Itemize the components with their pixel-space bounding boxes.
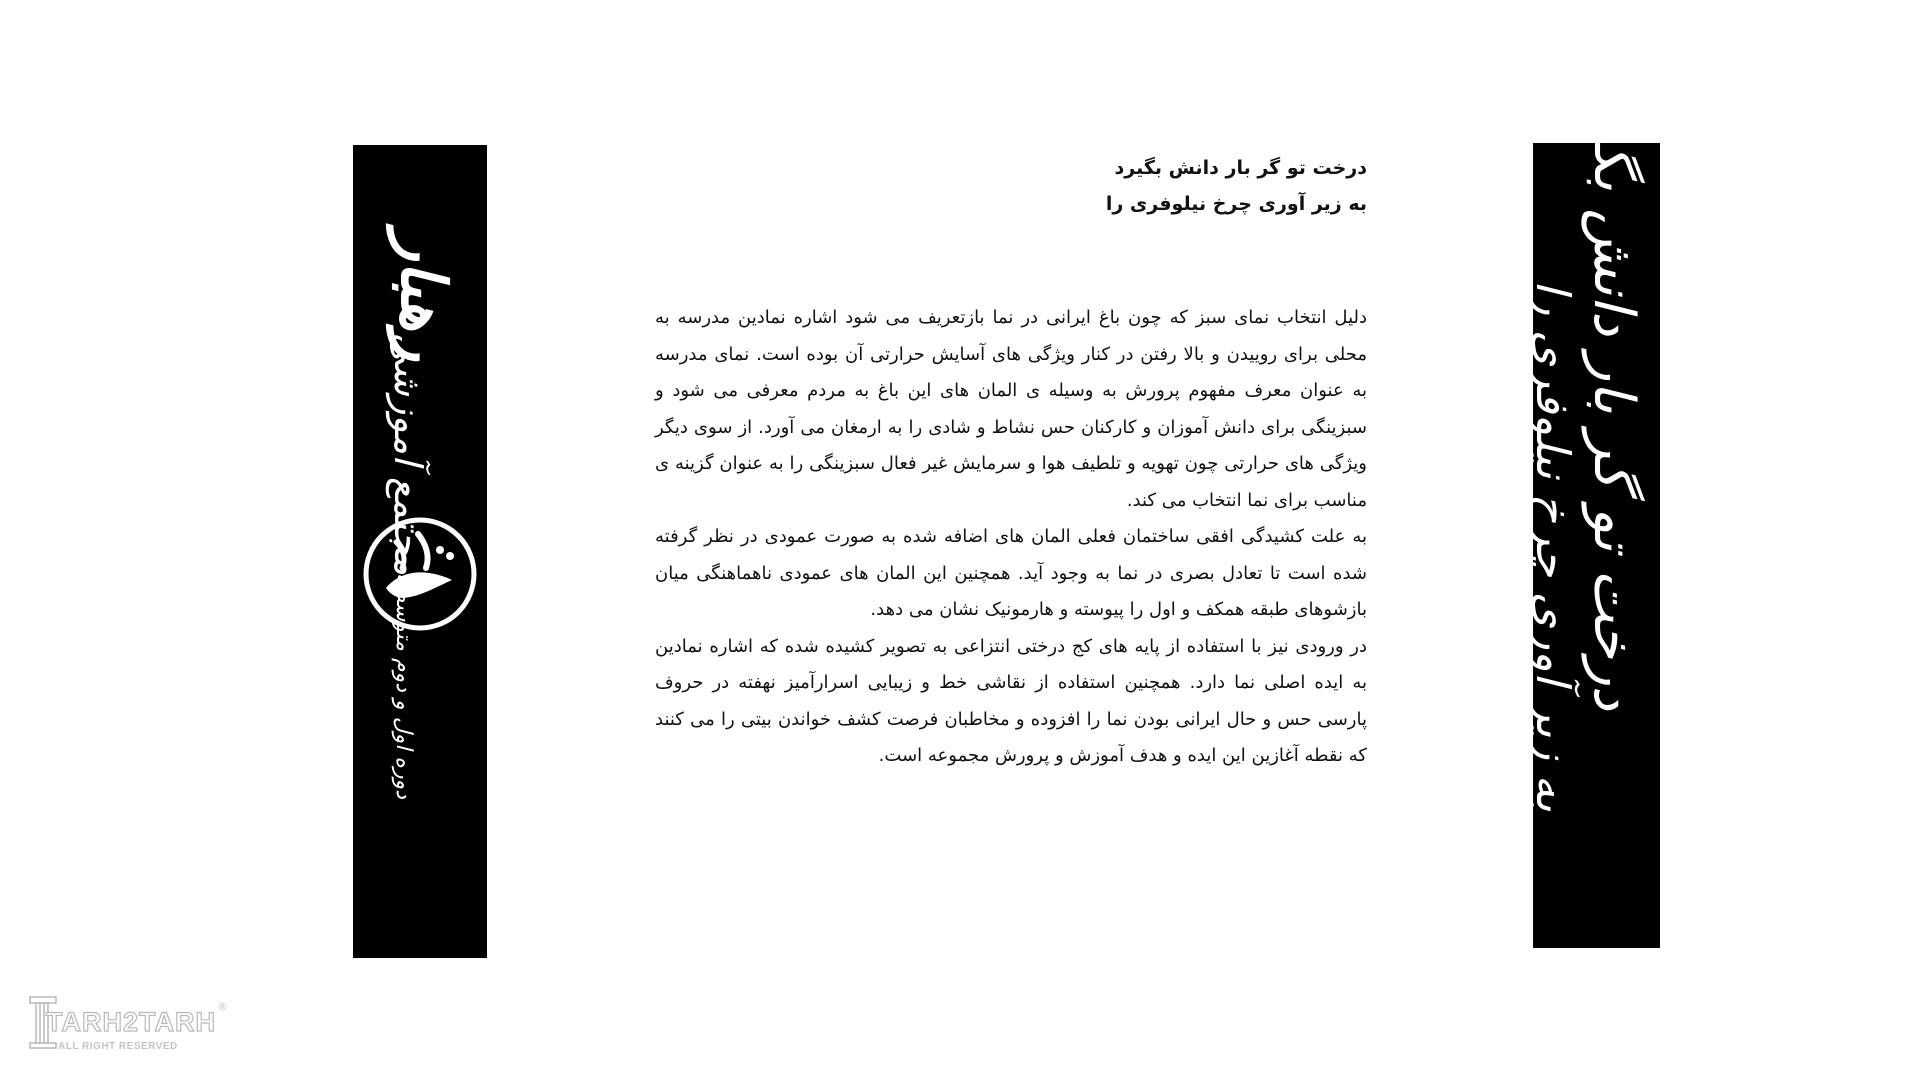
- poem-line-2: به زیر آوری چرخ نیلوفری را: [1105, 193, 1367, 215]
- complex-label-calligraphy: مجتمع آموزشی: [386, 332, 430, 576]
- school-levels-calligraphy: دوره اول و دوم متوسطه: [391, 573, 416, 799]
- watermark-rights: ALL RIGHT RESERVED: [58, 1041, 178, 1052]
- description-paragraph-1: دلیل انتخاب نمای سبز که چون باغ ایرانی در نما بازتعریف می شود اشاره نمادین مدرسه به محلی برای روییدن و بالا رفتن در کنار ویژگی های آسایش حرارتی آن بوده است. نمای مدرسه به عنوان معرف مفهوم پرورش به وسیله ی المان های این باغ به مردم معرفی می شود و سبزینگی برای دانش آموزان و کارکنان حس نشاط و شادی را به ارمغان می آورد. از سوی دیگر ویژگی های حرارتی چون تهویه و تلطیف هوا و سرمایش غیر فعال سبزینگی را به عنوان گزینه ی مناسب برای نما انتخاب می کند.: [655, 307, 1367, 511]
- poem-calligraphy-line-2: به زیر آوری چرخ نیلوفری را: [1526, 280, 1580, 812]
- left-calligraphy-panel: [353, 145, 487, 958]
- school-name-calligraphy: رهبار: [387, 230, 460, 362]
- description-paragraph-3: در ورودی نیز با استفاده از پایه های کج درختی انتزاعی به تصویر کشیده شده که اشاره نمادین به ایده اصلی نما دارد. همچنین استفاده از نقاشی خط و زیبایی اسرارآمیز نهفته در حروف پارسی حس و حال ایرانی بودن نما را افزوده و مخاطبان فرصت کشف خواندن بیتی را می کنند که نقطه آغازین این ایده و هدف آموزش و پرورش مجموعه است.: [655, 635, 1367, 766]
- description-column: [655, 150, 1367, 775]
- registered-mark: ®: [219, 1002, 227, 1013]
- watermark-brand: TARH2TARH: [46, 1007, 216, 1037]
- description-paragraph-2: به علت کشیدگی افقی ساختمان فعلی المان های اضافه شده به صورت عمودی در نظر گرفته شده است تا تعادل بصری در نما به وجود آید. همچنین این المان های عمودی ناهماهنگی میان بازشوهای طبقه همکف و اول را پیوسته و هارمونیک نشان می دهد.: [655, 526, 1367, 620]
- poem-couplet: [655, 150, 1367, 222]
- tarh2tarh-watermark: [28, 993, 238, 1059]
- poem-line-1: درخت تو گر بار دانش بگیرد: [1114, 157, 1367, 179]
- poem-calligraphy-line-1: درخت تو گر بار دانش بگیرد: [1581, 71, 1646, 711]
- right-calligraphy-panel: [1526, 71, 1660, 948]
